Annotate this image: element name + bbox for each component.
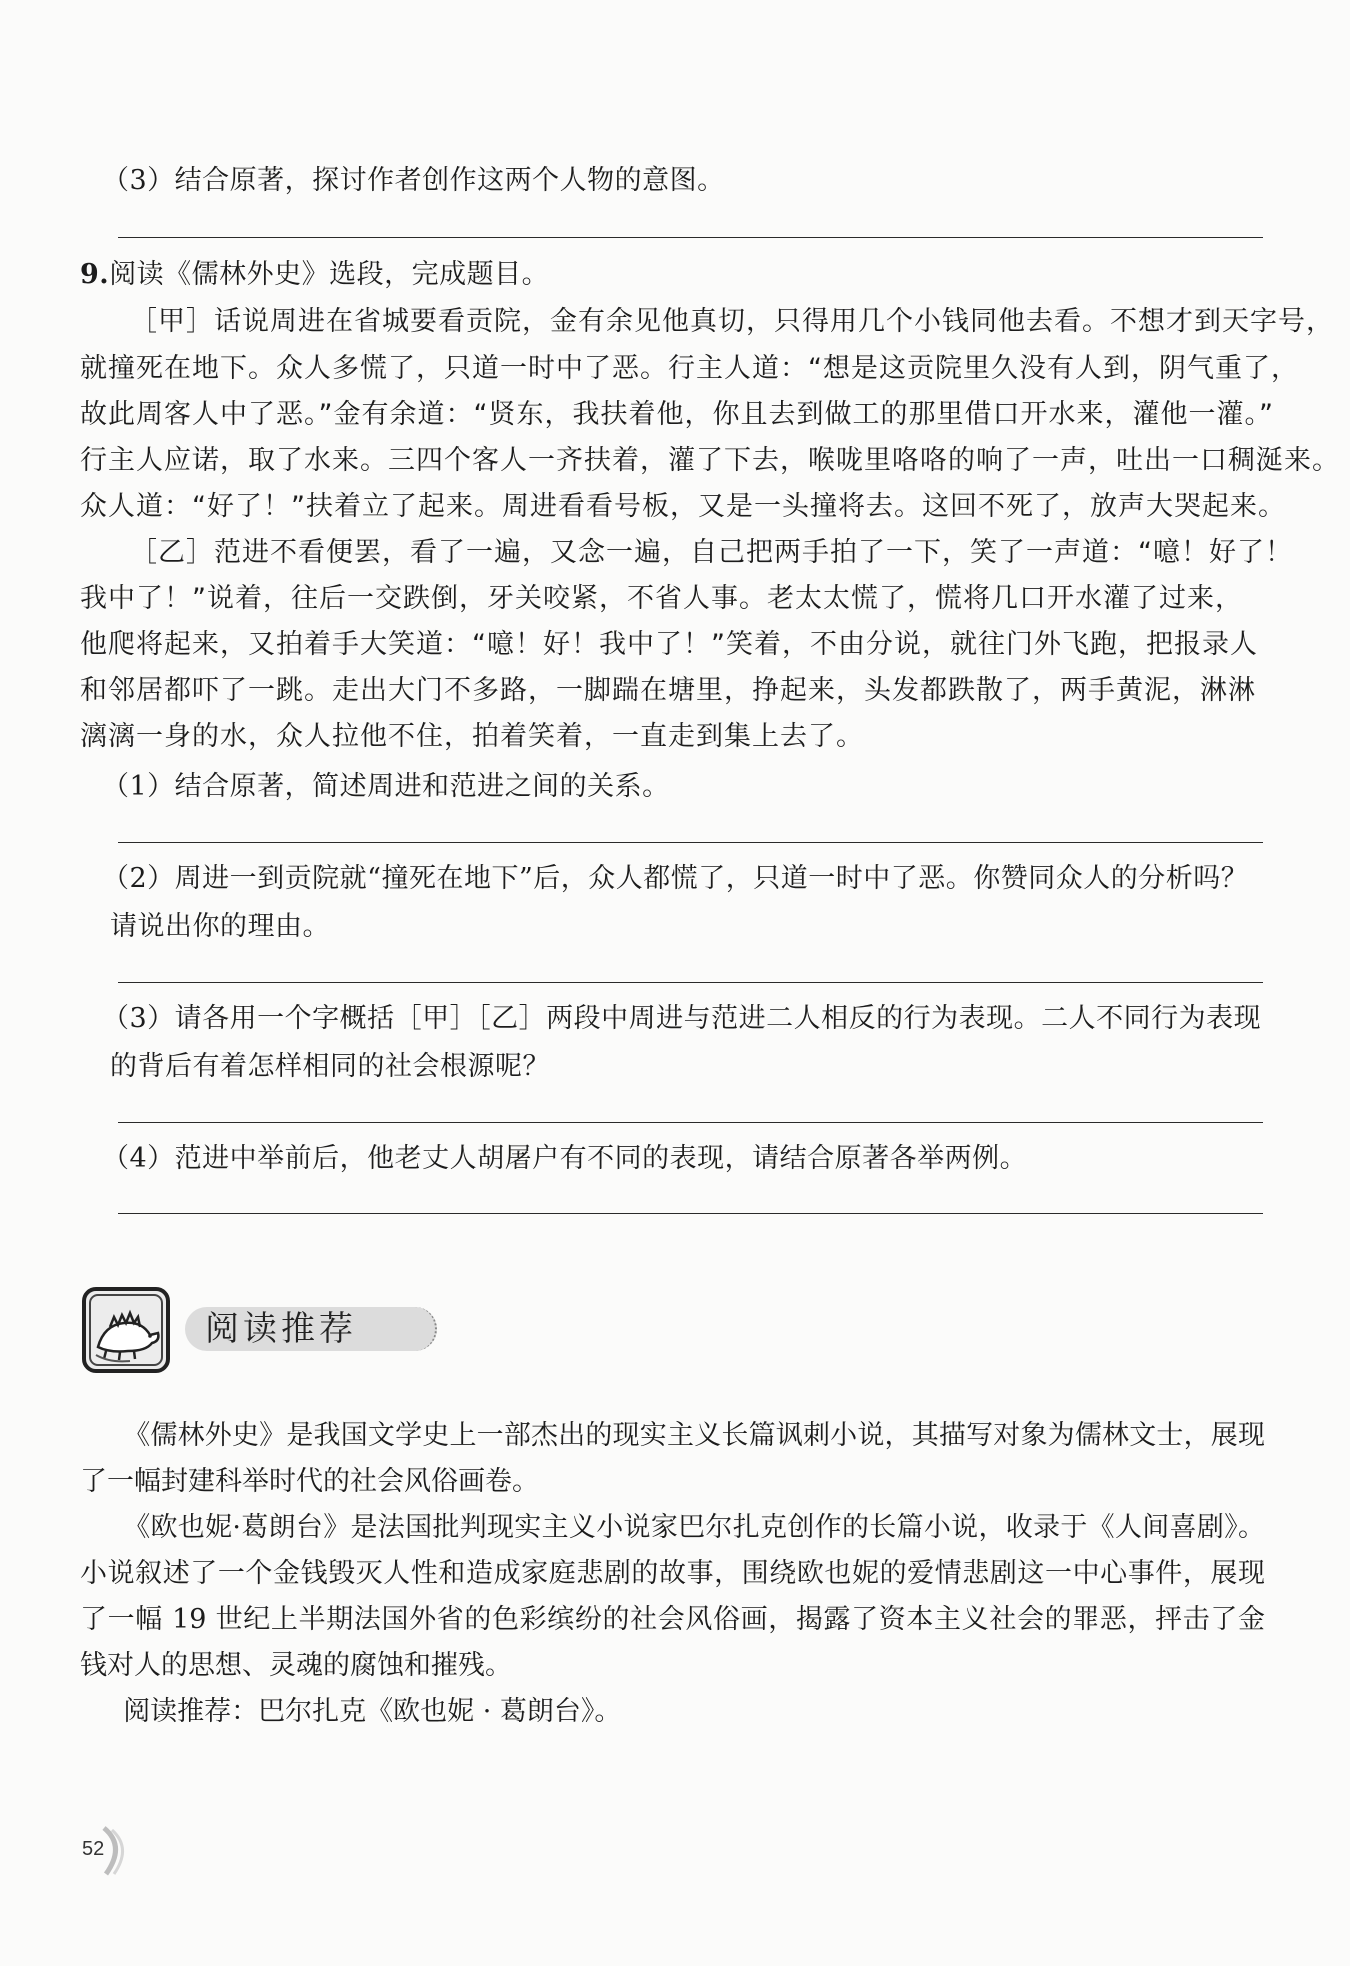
passage-jia-line: 众人道：“好了！”扶着立了起来。周进看看号板，又是一头撞将去。这回不死了，放声大哭起来。 bbox=[80, 491, 1286, 522]
reading-paragraph: 阅读推荐：巴尔扎克《欧也妮 · 葛朗台》。 bbox=[123, 1696, 622, 1727]
q9-sub3: （3）请各用一个字概括［甲］［乙］两段中周进与范进二人相反的行为表现。二人不同行为表现 bbox=[102, 1003, 1262, 1034]
passage-yi-line: 他爬将起来，又拍着手大笑道：“噫！好！我中了！”笑着，不由分说，就往门外飞跑，把报录人 bbox=[80, 629, 1258, 660]
reading-paragraph: 《欧也妮·葛朗台》是法国批判现实主义小说家巴尔扎克创作的长篇小说，收录于《人间喜剧》。小说叙述了一个金钱毁灭人性和造成家庭悲剧的故事，围绕欧也妮的爱情悲剧这一中心事件，展现了一幅 19 世纪上半期法国外省的色彩缤纷的社会风俗画，揭露了资本主义社会的罪恶，抨击了金钱对人的思想、灵魂的腐蚀和摧残。 bbox=[80, 1512, 1265, 1681]
q9-title bbox=[80, 256, 549, 294]
q9-sub1: （1）结合原著，简述周进和范进之间的关系。 bbox=[102, 771, 670, 802]
passage-jia-line: 就撞死在地下。众人多慌了，只道一时中了恶。行主人道：“想是这贡院里久没有人到，阴气重了， bbox=[80, 353, 1299, 384]
page-number: 52 bbox=[82, 1838, 105, 1860]
answer-line bbox=[118, 982, 1263, 983]
answer-line bbox=[118, 842, 1263, 843]
q9-sub4: （4）范进中举前后，他老丈人胡屠户有不同的表现，请结合原著各举两例。 bbox=[102, 1143, 1028, 1174]
answer-line bbox=[118, 237, 1263, 238]
passage-jia-line: 行主人应诺，取了水来。三四个客人一齐扶着，灌了下去，喉咙里咯咯的响了一声，吐出一口稠涎来。 bbox=[80, 445, 1340, 476]
reading-body bbox=[80, 1413, 1265, 1735]
reading-paragraph: 《儒林外史》是我国文学史上一部杰出的现实主义长篇讽刺小说，其描写对象为儒林文士，展现了一幅封建科举时代的社会风俗画卷。 bbox=[80, 1420, 1265, 1497]
passage-yi-line: 我中了！”说着，往后一交跌倒，牙关咬紧，不省人事。老太太慌了，慌将几口开水灌了过来， bbox=[80, 583, 1243, 614]
answer-line bbox=[118, 1213, 1263, 1214]
passage-jia-line: 故此周客人中了恶。”金有余道：“贤东，我扶着他，你且去到做工的那里借口开水来，灌他一灌。” bbox=[80, 399, 1274, 430]
reading-badge bbox=[80, 1285, 360, 1375]
q9-number: 9. bbox=[80, 259, 110, 290]
reading-heading: 阅读推荐 bbox=[205, 1309, 357, 1349]
passage-yi-line: ［乙］范进不看便罢，看了一遍，又念一遍，自己把两手拍了一下，笑了一声道：“噫！好了！ bbox=[130, 537, 1293, 568]
q9-title-text: 阅读《儒林外史》选段，完成题目。 bbox=[109, 259, 550, 290]
q8-sub3: （3）结合原著，探讨作者创作这两个人物的意图。 bbox=[102, 165, 725, 196]
passage-jia-line: ［甲］话说周进在省城要看贡院，金有余见他真切，只得用几个小钱同他去看。不想才到天字号， bbox=[130, 306, 1334, 337]
dinosaur-icon bbox=[80, 1285, 172, 1375]
passage-yi-line: 漓漓一身的水，众人拉他不住，拍着笑着，一直走到集上去了。 bbox=[80, 721, 864, 752]
passage-yi-line: 和邻居都吓了一跳。走出大门不多路，一脚踹在塘里，挣起来，头发都跌散了，两手黄泥，淋淋 bbox=[80, 675, 1256, 706]
q9-sub2: （2）周进一到贡院就“撞死在地下”后，众人都慌了，只道一时中了恶。你赞同众人的分析吗？ bbox=[102, 863, 1249, 894]
q9-sub2-cont: 请说出你的理由。 bbox=[110, 911, 330, 942]
q9-sub3-cont: 的背后有着怎样相同的社会根源呢？ bbox=[110, 1051, 550, 1082]
answer-line bbox=[118, 1122, 1263, 1123]
